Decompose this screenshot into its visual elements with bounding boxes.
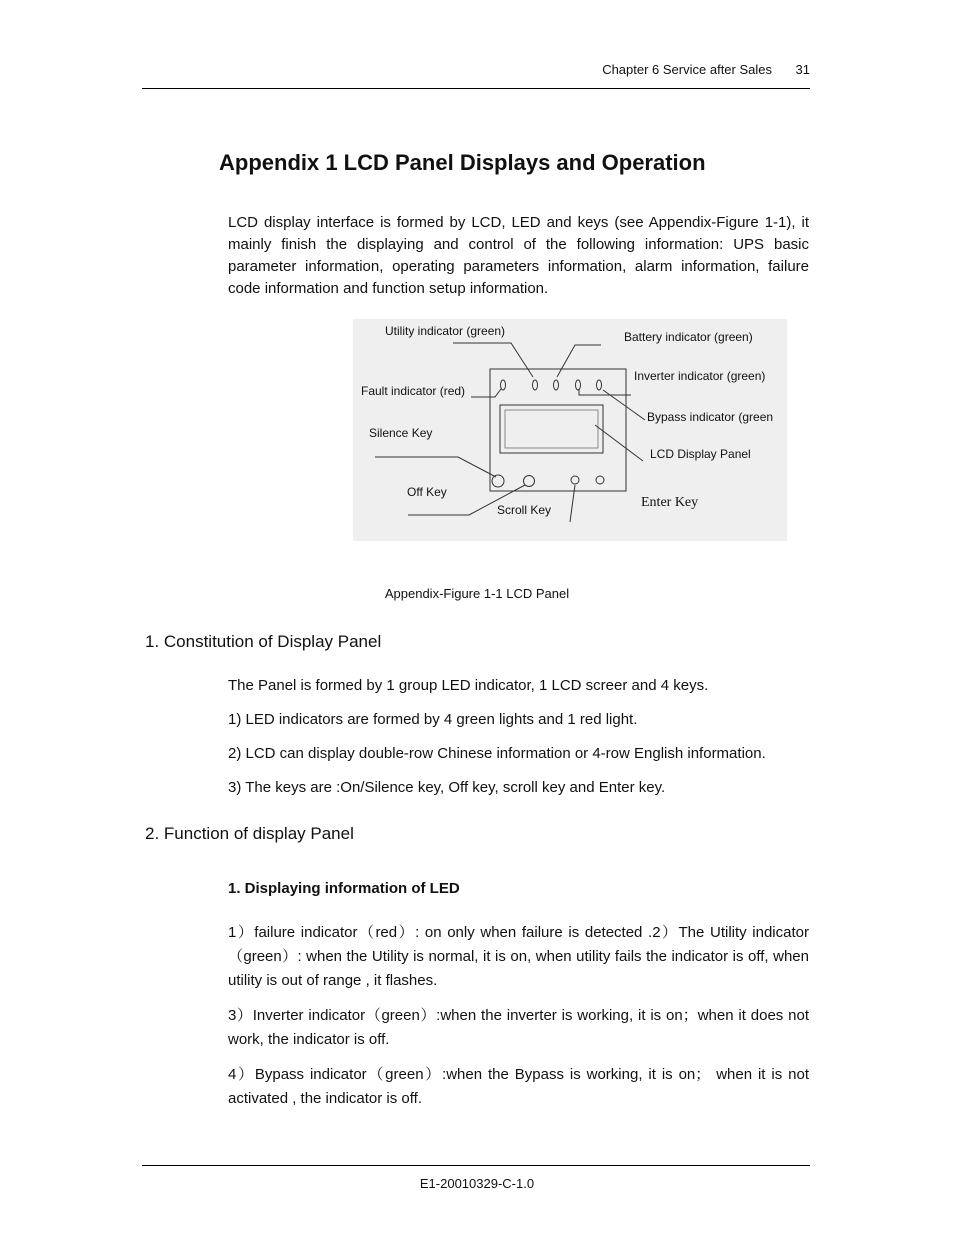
section1-item: The Panel is formed by 1 group LED indicator, 1 LCD screer and 4 keys.	[228, 677, 709, 694]
intro-paragraph: LCD display interface is formed by LCD, LED and keys (see Appendix-Figure 1-1), it mainly finish the displaying and control of the following information: UPS basic parameter information, operating parameters information, alarm information, failure code information and function setup information.	[228, 214, 809, 297]
fault-indicator-label: Fault indicator (red)	[361, 384, 466, 398]
chapter-title: Chapter 6 Service after Sales	[602, 62, 772, 77]
led-paragraph-bypass: 4）Bypass indicator（green）:when the Bypass is working, it is on； when it is not activated , the indicator is off.	[228, 1066, 809, 1107]
footer-divider	[142, 1165, 810, 1166]
lcd-panel-diagram	[353, 319, 787, 541]
battery-led	[554, 380, 559, 390]
lcd-panel-figure	[353, 319, 787, 541]
section1-item: 3) The keys are :On/Silence key, Off key, scroll key and Enter key.	[228, 779, 666, 796]
section1-item: 2) LCD can display double-row Chinese information or 4-row English information.	[228, 745, 766, 762]
fault-led	[501, 380, 506, 390]
led-paragraph-inverter: 3）Inverter indicator（green）:when the inverter is working, it is on；when it does not work, the indicator is off.	[228, 1007, 809, 1048]
section1-heading: 1. Constitution of Display Panel	[145, 632, 382, 651]
battery-indicator-label: Battery indicator (green)	[624, 330, 753, 344]
section2-subheading: 1. Displaying information of LED	[228, 880, 460, 897]
page-header	[142, 62, 810, 89]
enter-key-label: Enter Key	[641, 495, 699, 510]
bypass-led	[597, 380, 602, 390]
inverter-led	[576, 380, 581, 390]
silence-key	[492, 475, 504, 487]
scroll-key-label: Scroll Key	[497, 503, 552, 517]
figure-caption: Appendix-Figure 1-1 LCD Panel	[384, 586, 570, 601]
utility-led	[533, 380, 538, 390]
bypass-indicator-label: Bypass indicator (green	[647, 410, 774, 424]
enter-key	[596, 476, 604, 484]
section2-heading: 2. Function of display Panel	[145, 824, 354, 843]
led-paragraph-failure-utility: 1）failure indicator（red）: on only when failure is detected .2）The Utility indicator（green）: when the Utility is normal, it is on, when utility fails the indicator is off, when utility is out of range , it flashes.	[228, 924, 809, 989]
section1-item: 1) LED indicators are formed by 4 green lights and 1 red light.	[228, 711, 638, 728]
page-title: Appendix 1 LCD Panel Displays and Operation	[219, 150, 706, 175]
document-code: E1-20010329-C-1.0	[419, 1176, 535, 1191]
page-number: 31	[795, 62, 810, 77]
off-key	[524, 476, 535, 487]
inverter-indicator-label: Inverter indicator (green)	[634, 369, 766, 383]
lcd-display-panel-label: LCD Display Panel	[650, 447, 751, 461]
scroll-key	[571, 476, 579, 484]
lcd-screen	[500, 405, 603, 453]
utility-indicator-label: Utility indicator (green)	[385, 324, 506, 338]
off-key-label: Off Key	[407, 485, 447, 499]
silence-key-label: Silence Key	[369, 426, 433, 440]
